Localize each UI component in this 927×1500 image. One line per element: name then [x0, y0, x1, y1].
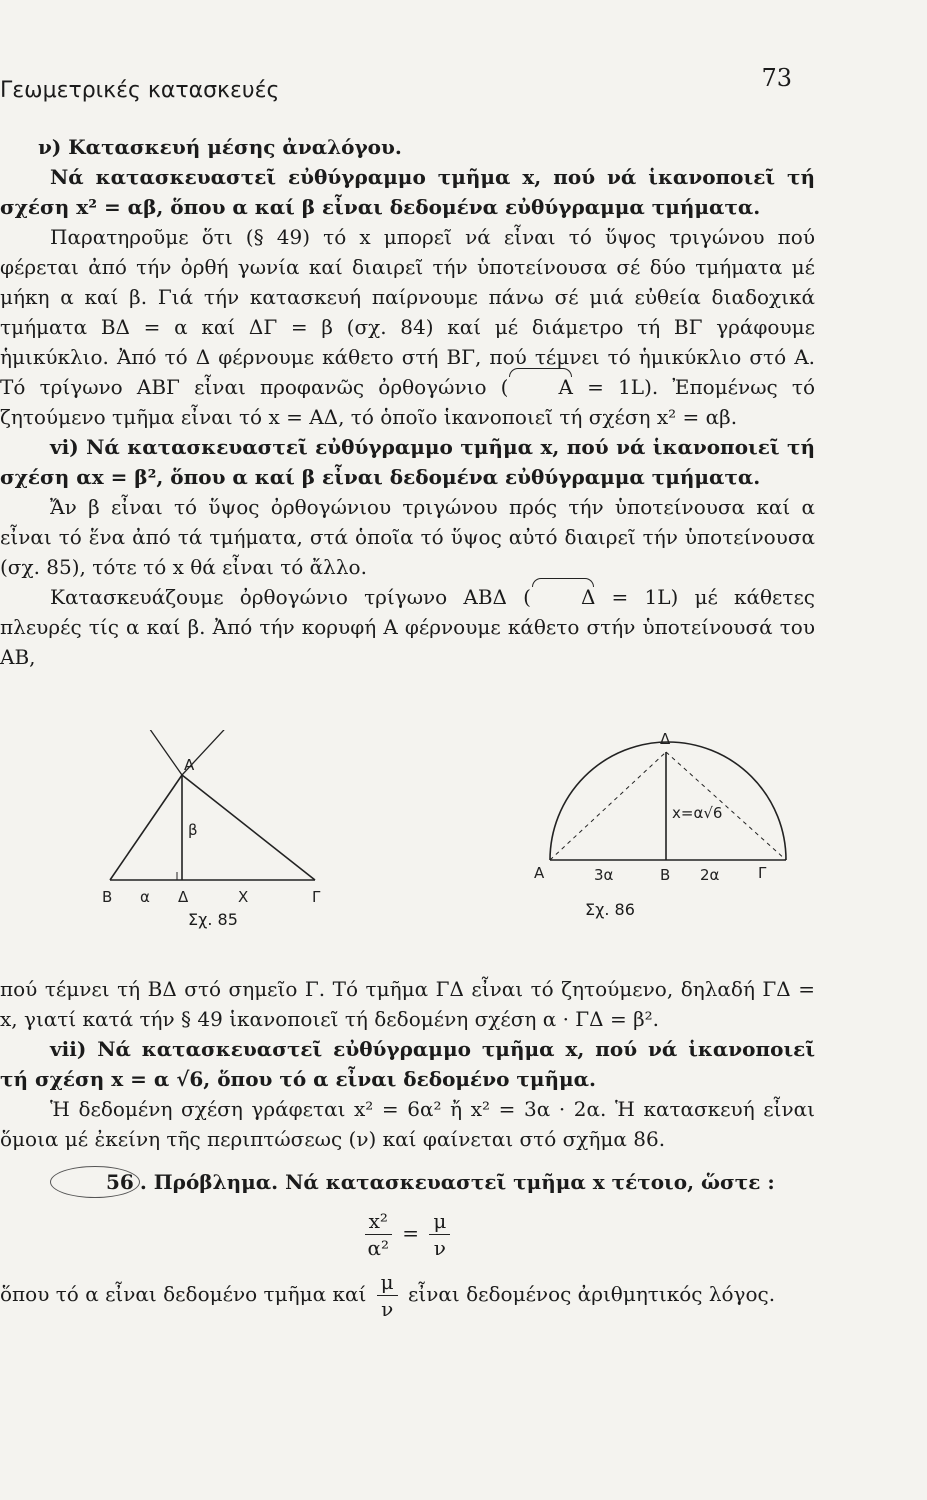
figure-85 — [100, 730, 350, 934]
figure-85-caption: Σχ. 85 — [188, 910, 238, 929]
figure-86 — [530, 730, 790, 934]
section-vi-statement: vi) Νά κατασκευαστεῖ εὐθύγραμμο τμῆμα x, πού νά ἱκανοποιεῖ τή σχέση αx = β², ὅπου α καί β εἶναι δεδομένα εὐθύγραμμα τμήματα. — [0, 435, 815, 489]
section-v-heading: ν) Κατασκευή μέσης ἀναλόγου. — [38, 135, 402, 159]
problem-56-condition — [0, 1269, 815, 1322]
ratio-fraction — [377, 1269, 398, 1322]
fig86-label-d: Δ — [660, 730, 671, 748]
condition-text-before: ὅπου τό α εἶναι δεδομένο τμῆμα καί — [0, 1282, 373, 1306]
figure-86-drawing — [530, 730, 790, 930]
section-v-text-1-end: = 1L). Ἐπομένως τό ζητούμενο τμῆμα εἶναι τό x = ΑΔ, τό ὁποῖο ἱκανοποιεῖ τή σχέση x² = αβ. — [0, 375, 816, 429]
fig86-label-x: x=α√6 — [672, 804, 723, 822]
page-header — [0, 64, 927, 118]
ratio-den: ν — [381, 1297, 394, 1321]
problem-title: . Πρόβλημα. — [139, 1170, 279, 1194]
fig85-label-d: Δ — [178, 888, 189, 906]
fig86-label-a: Α — [534, 864, 545, 882]
section-vi-text-3: πού τέμνει τή ΒΔ στό σημεῖο Γ. Τό τμῆμα ΓΔ εἶναι τό ζητούμενο, δηλαδή ΓΔ = x, γιατί κατά τήν § 49 ἱκανοποιεῖ τή δεδομένη σχέση α · ΓΔ = β². — [0, 977, 815, 1031]
formula-left-den: α² — [367, 1236, 390, 1260]
section-v-text — [0, 222, 815, 432]
fig86-label-b: Β — [660, 866, 671, 884]
fig85-label-b: Β — [102, 888, 113, 906]
fig86-label-g: Γ — [758, 864, 767, 882]
fig85-label-a: Α — [184, 756, 195, 774]
fig86-label-3a: 3α — [594, 866, 614, 884]
section-vi-text-2-end: = 1L) μέ κάθετες πλευρές τίς α καί β. Ἀπό τήν κορυφή Α φέρνουμε κάθετο στήν ὑποτείνουσά του ΑΒ, — [0, 585, 815, 669]
fig85-label-x: Χ — [238, 888, 249, 906]
formula-equals: = — [402, 1221, 420, 1245]
figures-row — [0, 730, 815, 970]
angle-hat-d: Δ — [531, 582, 595, 612]
section-vii-text: Ἡ δεδομένη σχέση γράφεται x² = 6α² ἤ x² = 3α · 2α. Ἡ κατασκευή εἶναι ὅμοια μέ ἐκείνη τῆς περιπτώσεως (ν) καί φαίνεται στό σχῆμα 86. — [0, 1097, 815, 1151]
page-content — [0, 130, 815, 1322]
fig85-label-alpha: α — [140, 888, 150, 906]
formula-left-fraction — [365, 1208, 392, 1261]
fig85-label-g: Γ — [312, 888, 321, 906]
section-vi-text-2 — [0, 582, 815, 672]
problem-formula — [0, 1208, 815, 1261]
section-v-statement: Νά κατασκευαστεῖ εὐθύγραμμο τμῆμα x, πού νά ἱκανοποιεῖ τή σχέση x² = αβ, ὅπου α καί β εἶναι δεδομένα εὐθύγραμμα τμήματα. — [0, 165, 815, 219]
problem-56-heading — [0, 1166, 815, 1198]
section-vii-statement: vii) Νά κατασκευαστεῖ εὐθύγραμμο τμῆμα x, πού νά ἱκανοποιεῖ τή σχέση x = α √6, ὅπου τό α εἶναι δεδομένο τμῆμα. — [0, 1037, 815, 1091]
formula-left-num: x² — [365, 1208, 392, 1235]
running-title: Γεωμετρικές κατασκευές — [0, 78, 280, 103]
formula-right-den: ν — [433, 1236, 446, 1260]
formula-right-num: μ — [429, 1208, 450, 1235]
page-number: 73 — [761, 64, 792, 92]
problem-statement: Νά κατασκευαστεῖ τμῆμα x τέτοιο, ὥστε : — [278, 1170, 775, 1194]
section-vi-text-1: Ἄν β εἶναι τό ὕψος ὀρθογώνιου τριγώνου πρός τήν ὑποτείνουσα καί α εἶναι τό ἕνα ἀπό τά τμήματα, στά ὁποῖα τό ὕψος αὐτό διαιρεῖ τήν ὑποτείνουσα (σχ. 85), τότε τό x θά εἶναι τό ἄλλο. — [0, 495, 815, 579]
angle-hat-a: Α — [508, 372, 572, 402]
condition-text-after: εἶναι δεδομένος ἀριθμητικός λόγος. — [401, 1282, 776, 1306]
figure-86-caption: Σχ. 86 — [585, 900, 635, 919]
ratio-num: μ — [377, 1269, 398, 1296]
section-vi-text-2-start: Κατασκευάζουμε ὀρθογώνιο τρίγωνο ΑΒΔ ( — [50, 585, 531, 609]
problem-number-badge: 56 — [50, 1166, 140, 1198]
formula-right-fraction — [429, 1208, 450, 1261]
fig86-label-2a: 2α — [700, 866, 720, 884]
figure-85-drawing — [100, 730, 350, 930]
fig85-label-beta: β — [188, 821, 198, 839]
section-v-text-1: Παρατηροῦμε ὅτι (§ 49) τό x μπορεῖ νά εἶναι τό ὕψος τριγώνου πού φέρεται ἀπό τήν ὀρθή γωνία καί διαιρεῖ τήν ὑποτείνουσα σέ δύο τμήματα μέ μήκη α καί β. Γιά τήν κατασκευή παίρνουμε πάνω σέ μιά εὐθεία διαδοχικά τμήματα ΒΔ = α καί ΔΓ = β (σχ. 84) καί μέ διάμετρο τή ΒΓ γράφουμε ἡμικύκλιο. Ἀπό τό Δ φέρνουμε κάθετο στή ΒΓ, πού τέμνει τό ἡμικύκλιο στό Α. Τό τρίγωνο ΑΒΓ εἶναι προφανῶς ὀρθογώνιο ( — [0, 225, 815, 399]
